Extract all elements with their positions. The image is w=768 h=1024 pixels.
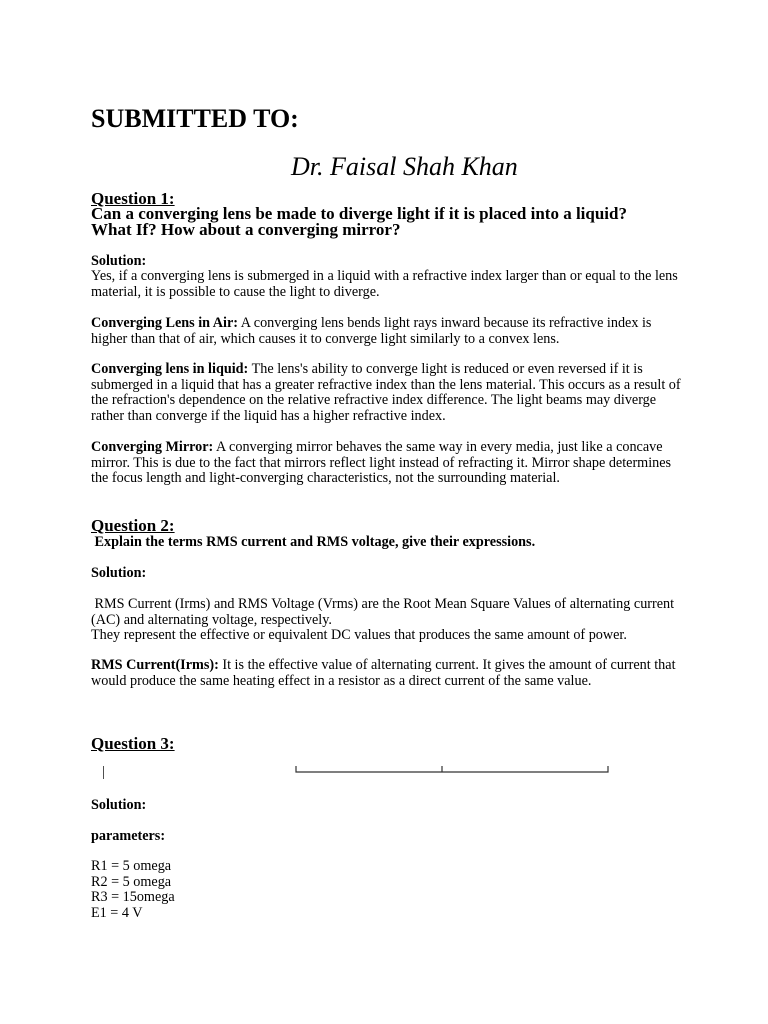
parameters-label: parameters: (91, 828, 166, 844)
question-3-heading: Question 3: (91, 734, 175, 753)
q2-solution-label: Solution: (91, 565, 147, 581)
mirror-label: Converging Mirror: (91, 439, 214, 455)
q2-irms-paragraph (91, 658, 683, 689)
irms-label: RMS Current(Irms): (91, 657, 219, 673)
lens-in-liquid-label: Converging lens in liquid: (91, 361, 249, 377)
circuit-diagram-fragment (290, 760, 614, 776)
q1-solution-label: Solution: (91, 253, 147, 269)
q3-solution-label: Solution: (91, 797, 147, 813)
param-line: E1 = 4 V (91, 905, 143, 921)
question-1-line-1: Can a converging lens be made to diverge light if it is placed into a liquid? (91, 204, 627, 223)
lens-in-liquid-text: The lens's ability to converge light is reduced or even reversed if it is submerged in a liquid that has a greater refractive index than the lens material. This occurs as a result of the refraction's dependence on the relative refractive index difference. The light beams may diverge rather than converge if the liquid has a higher refractive index. (91, 361, 681, 424)
lens-in-air-label: Converging Lens in Air: (91, 315, 239, 331)
recipient-name: Dr. Faisal Shah Khan (291, 152, 518, 181)
question-1-line-2: What If? How about a converging mirror? (91, 220, 401, 239)
q2-intro-2: They represent the effective or equivalent DC values that produces the same amount of power. (91, 627, 627, 643)
irms-text: It is the effective value of alternating current. It gives the amount of current that would produce the same heating effect in a resistor as a direct current of the same value. (91, 657, 676, 689)
param-line: R1 = 5 omega (91, 858, 172, 874)
param-line: R2 = 5 omega (91, 874, 172, 890)
q1-answer: Yes, if a converging lens is submerged in a liquid with a refractive index larger than or equal to the lens material, it is possible to cause the light to diverge. (91, 268, 678, 300)
question-2-text: Explain the terms RMS current and RMS voltage, give their expressions. (91, 534, 536, 550)
question-2-heading: Question 2: (91, 516, 175, 535)
q1-lens-in-air-paragraph (91, 316, 683, 347)
circuit-wire (296, 766, 608, 772)
param-line: R3 = 15omega (91, 889, 175, 905)
text-cursor-mark: | (102, 764, 105, 780)
submitted-to-heading: SUBMITTED TO: (91, 104, 299, 133)
q1-mirror-paragraph (91, 440, 683, 487)
q2-intro: RMS Current (Irms) and RMS Voltage (Vrms) are the Root Mean Square Values of alternating current (AC) and alternating voltage, respectively. (91, 596, 678, 628)
lens-in-air-text: A converging lens bends light rays inward because its refractive index is higher than that of air, which causes it to converge light similarly to a convex lens. (91, 315, 652, 347)
q1-lens-in-liquid-paragraph (91, 362, 683, 424)
question-1-heading: Question 1: (91, 189, 175, 208)
mirror-text: A converging mirror behaves the same way in every media, just like a concave mirror. This is due to the fact that mirrors reflect light instead of refracting it. Mirror shape determines the focus length and light-converging characteristics, not the surrounding material. (91, 439, 672, 486)
